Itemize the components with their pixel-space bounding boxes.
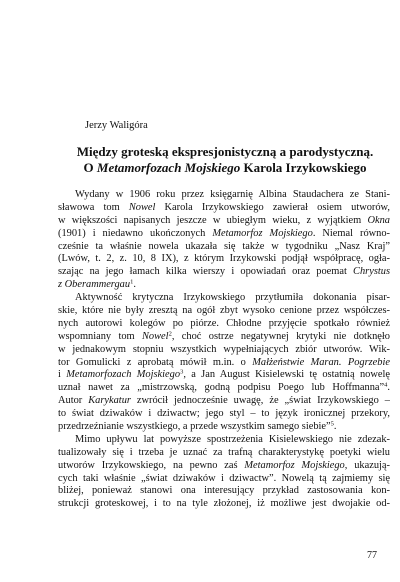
body-line: [58, 189, 390, 202]
body-line: [58, 279, 390, 292]
title-italic-work: Metamorfozach Mojskiego: [96, 160, 241, 175]
title-line-2: [60, 160, 390, 176]
text-segment: uznał nawet za „mistrzowską, godną podpisu Poego lub Hoffmanna”: [58, 382, 385, 394]
body-line: [58, 382, 390, 395]
text-segment: Wydany w 1906 roku przez księgarnię Albina Staudachera ze Stani-: [75, 189, 390, 200]
italic-title: Małżeństwie Maran. Pogrzebie: [252, 356, 390, 368]
italic-title: Metamorfoz Mojskiego: [244, 459, 345, 471]
body-line: [58, 305, 390, 318]
body-line: [58, 395, 390, 408]
italic-title: z Oberammergau: [58, 279, 131, 291]
text-segment: Mimo upływu lat powyższe spostrzeżenia Kisielewskiego nie zdezak-: [75, 433, 390, 445]
body-line: [58, 460, 390, 473]
footnote-marker: 1: [130, 279, 134, 286]
italic-title: Metamorfoz Mojskiego: [212, 227, 313, 239]
body-line: [58, 485, 390, 498]
italic-title: Nowel: [142, 330, 169, 342]
body-line: [58, 318, 390, 331]
author-name: Jerzy Waligóra: [85, 120, 148, 131]
footnote-marker: 5: [330, 421, 334, 428]
page-number: 77: [367, 550, 377, 561]
text-segment: to świat dziwaków i dziwactw; jego styl – to język ironicznej przekory,: [58, 408, 390, 420]
text-segment: cych taki właśnie „świat dziwaków i dziwactw”. Nowelą tą zajmiemy się: [58, 472, 390, 484]
text-segment: .: [333, 421, 337, 433]
text-segment: (1901) i niedawno ukończonych: [58, 227, 213, 239]
italic-title: Nowel: [128, 201, 156, 213]
body-line: [58, 202, 390, 215]
title-prefix: O: [83, 160, 97, 175]
footnote-marker: 3: [180, 369, 184, 376]
body-line: [58, 408, 390, 421]
body-line: [58, 331, 390, 344]
body-line: [58, 369, 390, 382]
text-segment: tor Gomulicki z aprobatą mówił m.in. o: [58, 356, 253, 368]
article-title: [60, 144, 390, 176]
text-segment: zwrócił jednocześnie uwagę, że „świat Irzykowskiego –: [130, 395, 390, 407]
article-body: [58, 189, 390, 511]
text-segment: szając na jego łamach kilka wierszy i opowiadań oraz poemat: [58, 266, 354, 278]
text-segment: cześnie ta właśnie nowela ukazała się także w tygodniku „Nasz Kraj”: [58, 240, 390, 252]
body-line: [58, 447, 390, 460]
text-segment: Karola Irzykowskiego zawierał osiem utworów,: [155, 201, 390, 213]
text-segment: Aktywność krytyczna Irzykowskiego przytłumiła dokonania pisar-: [75, 292, 390, 304]
text-segment: utworów Irzykowskiego, na pewno zaś: [58, 459, 245, 471]
italic-title: Metamorfozach Mojskiego: [66, 369, 181, 381]
text-segment: w większości napisanych jeszcze w ubiegłym wieku, z wyjątkiem: [58, 214, 368, 226]
text-segment: , a Jan August Kisielewski tę ostatnią nowelę: [183, 369, 390, 381]
body-line: [58, 434, 390, 447]
body-line: [58, 228, 390, 241]
text-segment: .: [387, 382, 390, 394]
text-segment: bliżej, ponieważ stanowi ona interesujący przykład zastosowania kon-: [58, 485, 390, 497]
body-line: [58, 357, 390, 370]
body-line: [58, 344, 390, 357]
text-segment: .: [133, 279, 136, 291]
body-line: [58, 241, 390, 254]
body-line: [58, 266, 390, 279]
text-segment: wspomniany tom: [58, 330, 142, 342]
text-segment: i: [58, 369, 67, 381]
body-line: [58, 473, 390, 486]
text-segment: w jednakowym stopniu wszystkich wypełniających zbiór utworów. Wik-: [58, 343, 390, 355]
body-line: [58, 498, 390, 511]
text-segment: nych autorowi kolegów po piórze. Chłodne przyjęcie spotkało również: [58, 317, 390, 329]
text-segment: (Lwów, t. 2, z. 10, 8 IX), z którym Irzykowski podjął współpracę, ogła-: [58, 253, 390, 265]
body-line: [58, 421, 390, 434]
text-segment: Autor: [58, 395, 89, 407]
italic-title: Karykatur: [88, 395, 131, 407]
body-line: [58, 253, 390, 266]
footnote-marker: 2: [168, 330, 172, 338]
title-line-1: Między groteską ekspresjonistyczną a parodystyczną.: [76, 144, 374, 159]
footnote-marker: 4: [384, 382, 388, 389]
text-segment: strukcji groteskowej, i to na tyle złożonej, iż możliwe jest dwojakie od-: [58, 498, 390, 510]
italic-title: Okna: [367, 214, 390, 226]
text-segment: , ukazują-: [344, 459, 390, 471]
text-segment: tualizowały się i trzeba je uznać za trafną charakterystykę poetyki wielu: [58, 446, 390, 458]
body-line: [58, 215, 390, 228]
text-segment: sławowa tom: [58, 201, 129, 213]
text-segment: . Niemal równo-: [312, 227, 390, 239]
text-segment: przedrzeźnianie wszystkiego, a przede wszystkim samego siebie”: [58, 421, 331, 433]
body-line: [58, 292, 390, 305]
text-segment: , choć ostrze negatywnej krytyki nie dotknęło: [171, 330, 390, 342]
text-segment: skie, które nie były zresztą na ogół zbyt wysoko cenione przez współczes-: [58, 305, 390, 317]
title-suffix: Karola Irzykowskiego: [240, 160, 367, 175]
italic-title: Chrystus: [353, 266, 390, 278]
